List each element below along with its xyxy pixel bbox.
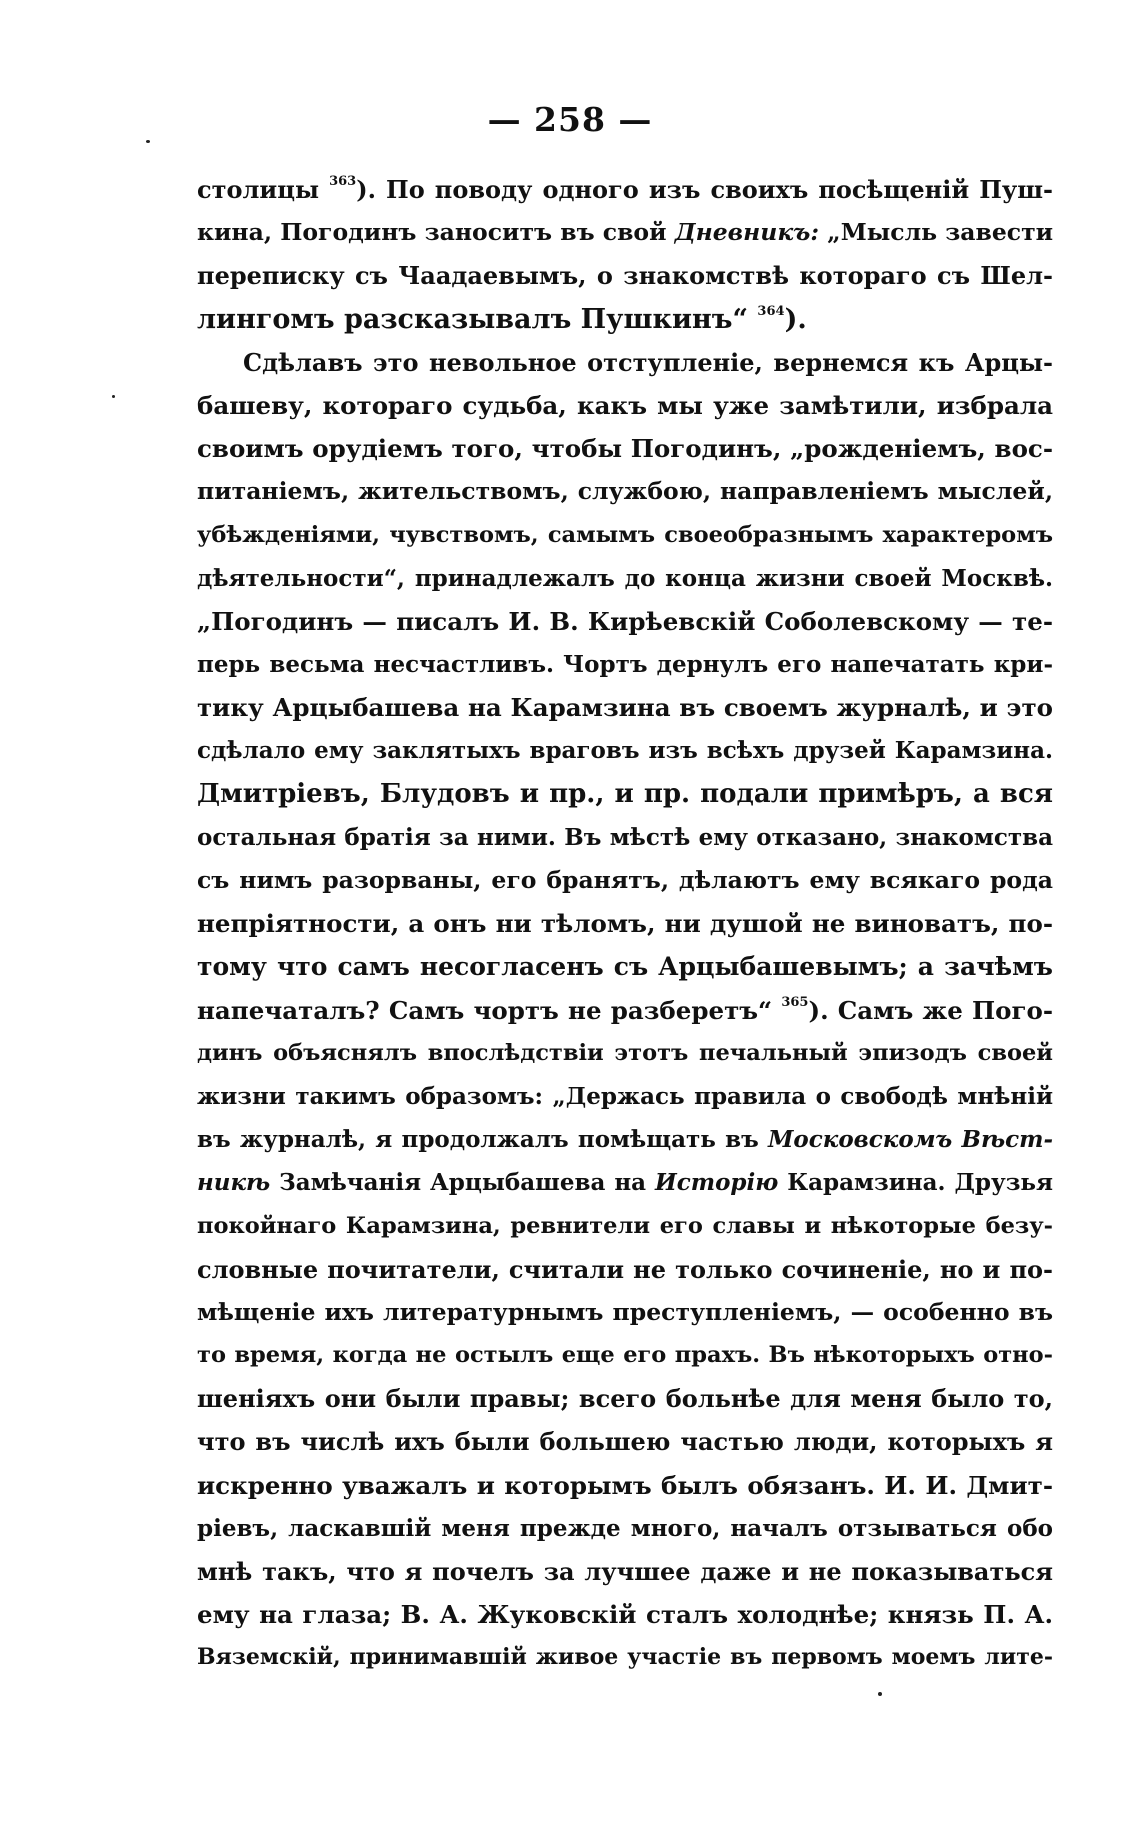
footnote-ref: 365: [781, 994, 809, 1010]
footnote-ref: 363: [329, 174, 357, 189]
text-run: дѣятельности“, принадлежалъ до конца жизни своей Москвѣ.: [197, 564, 1053, 592]
text-run: лингомъ разсказывалъ Пушкинъ“: [197, 303, 758, 335]
text-run: мнѣ такъ, что я почелъ за лучшее даже и не показываться: [197, 1557, 1053, 1586]
text-run: „Погодинъ — писалъ И. В. Кирѣевскій Соболевскому — те-: [197, 606, 1053, 636]
text-run: жизни такимъ образомъ: „Держась правила о свободѣ мнѣній: [197, 1082, 1053, 1110]
text-run: динъ объяснялъ впослѣдствіи этотъ печальный эпизодъ своей: [197, 1039, 1053, 1066]
text-line: [197, 1507, 1053, 1550]
text-line: [197, 989, 1053, 1032]
text-run: искренно уважалъ и которымъ былъ обязанъ. И. И. Дмит-: [197, 1470, 1053, 1500]
text-line: [197, 1636, 1053, 1679]
text-run: столицы: [197, 175, 330, 204]
text-run: „Мысль завести: [819, 218, 1053, 247]
text-line: [197, 384, 1053, 427]
text-line: [197, 211, 1053, 254]
text-run: Дмитріевъ, Блудовъ и пр., и пр. подали примѣръ, а вся: [197, 778, 1053, 809]
text-run: Карамзина. Друзья: [778, 1169, 1053, 1197]
text-run: переписку съ Чаадаевымъ, о знакомствѣ котораго съ Шел-: [197, 261, 1053, 291]
text-line: [197, 470, 1053, 513]
text-line: [197, 254, 1053, 297]
text-line: [197, 1032, 1053, 1075]
italic-title: Дневникъ:: [674, 218, 819, 247]
text-run: тику Арцыбашева на Карамзина въ своемъ журналѣ, и это: [197, 693, 1053, 723]
text-line: [197, 1161, 1053, 1204]
text-line: [197, 298, 1053, 341]
text-run: кина, Погодинъ заноситъ въ свой: [197, 218, 675, 247]
text-run: непріятности, а онъ ни тѣломъ, ни душой не виноватъ, по-: [197, 909, 1053, 939]
text-run: съ нимъ разорваны, его бранятъ, дѣлаютъ ему всякаго рода: [197, 866, 1053, 894]
text-run: ). По поводу одного изъ своихъ посѣщеній Пуш-: [356, 175, 1053, 204]
text-run: сдѣлало ему заклятыхъ враговъ изъ всѣхъ друзей Карамзина.: [197, 737, 1053, 765]
scan-speck: [878, 1692, 882, 1696]
italic-title: никѣ: [197, 1169, 271, 1197]
text-line: [197, 1377, 1053, 1420]
scan-speck: [112, 395, 115, 398]
text-line: [197, 1593, 1053, 1636]
text-run: покойнаго Карамзина, ревнители его славы и нѣкоторые безу-: [197, 1212, 1053, 1239]
text-line: [197, 686, 1053, 729]
text-line: [197, 168, 1053, 211]
text-line: [197, 859, 1053, 902]
italic-title: Исторію: [655, 1169, 779, 1197]
text-line: [197, 1075, 1053, 1118]
text-run: своимъ орудіемъ того, чтобы Погодинъ, „рожденіемъ, вос-: [197, 434, 1053, 464]
text-line: [197, 643, 1053, 686]
text-line: [197, 427, 1053, 470]
text-run: убѣжденіями, чувствомъ, самымъ своеобразнымъ характеромъ: [197, 521, 1053, 548]
text-run: перь весьма несчастливъ. Чортъ дернулъ его напечатать кри-: [197, 651, 1053, 679]
text-run: питаніемъ, жительствомъ, службою, направленіемъ мыслей,: [197, 477, 1053, 506]
page-number: — 258 —: [487, 100, 653, 139]
text-run: словные почитатели, считали не только сочиненіе, но и по-: [197, 1254, 1053, 1284]
text-line: [197, 600, 1053, 643]
text-run: въ журналѣ, я продолжалъ помѣщать въ: [197, 1126, 768, 1154]
text-line: [197, 773, 1053, 816]
text-line: [197, 557, 1053, 600]
text-line: [197, 1550, 1053, 1593]
text-run: остальная братія за ними. Въ мѣстѣ ему отказано, знакомства: [197, 823, 1053, 851]
text-run: то время, когда не остылъ еще его прахъ. Въ нѣкоторыхъ отно-: [197, 1342, 1053, 1369]
text-run: ріевъ, ласкавшій меня прежде много, началъ отзываться обо: [197, 1514, 1053, 1542]
text-line: [197, 341, 1053, 384]
text-line: [197, 514, 1053, 557]
text-run: ). Самъ же Пого-: [808, 995, 1053, 1025]
text-run: что въ числѣ ихъ были большею частью люди, которыхъ я: [197, 1427, 1053, 1457]
text-line: [197, 729, 1053, 772]
italic-title: Московскомъ Вѣст-: [767, 1126, 1053, 1154]
body-text: [197, 168, 1053, 1680]
text-run: Сдѣлавъ это невольное отступленіе, вернемся къ Арцы-: [243, 347, 1053, 377]
text-line: [197, 1420, 1053, 1463]
footnote-ref: 364: [757, 303, 785, 319]
scan-speck: [146, 140, 150, 143]
text-line: [197, 1464, 1053, 1507]
text-run: напечаталъ? Самъ чортъ не разберетъ“: [197, 995, 782, 1025]
text-run: Вяземскій, принимавшій живое участіе въ первомъ моемъ лите-: [197, 1644, 1053, 1671]
text-line: [197, 1291, 1053, 1334]
text-line: [197, 1248, 1053, 1291]
text-run: мѣщеніе ихъ литературнымъ преступленіемъ, — особенно въ: [197, 1297, 1053, 1326]
text-line: [197, 1334, 1053, 1377]
text-run: ему на глаза; В. А. Жуковскій сталъ холоднѣе; князь П. А.: [197, 1600, 1053, 1630]
text-run: башеву, котораго судьба, какъ мы уже замѣтили, избрала: [197, 390, 1053, 420]
text-line: [197, 902, 1053, 945]
text-run: тому что самъ несогласенъ съ Арцыбашевымъ; а зачѣмъ: [197, 952, 1053, 982]
text-line: [197, 1205, 1053, 1248]
text-line: [197, 816, 1053, 859]
text-run: шеніяхъ они были правы; всего больнѣе для меня было то,: [197, 1384, 1053, 1414]
text-run: ).: [784, 303, 807, 335]
text-run: Замѣчанія Арцыбашева на: [270, 1169, 656, 1197]
text-line: [197, 945, 1053, 988]
text-line: [197, 1118, 1053, 1161]
